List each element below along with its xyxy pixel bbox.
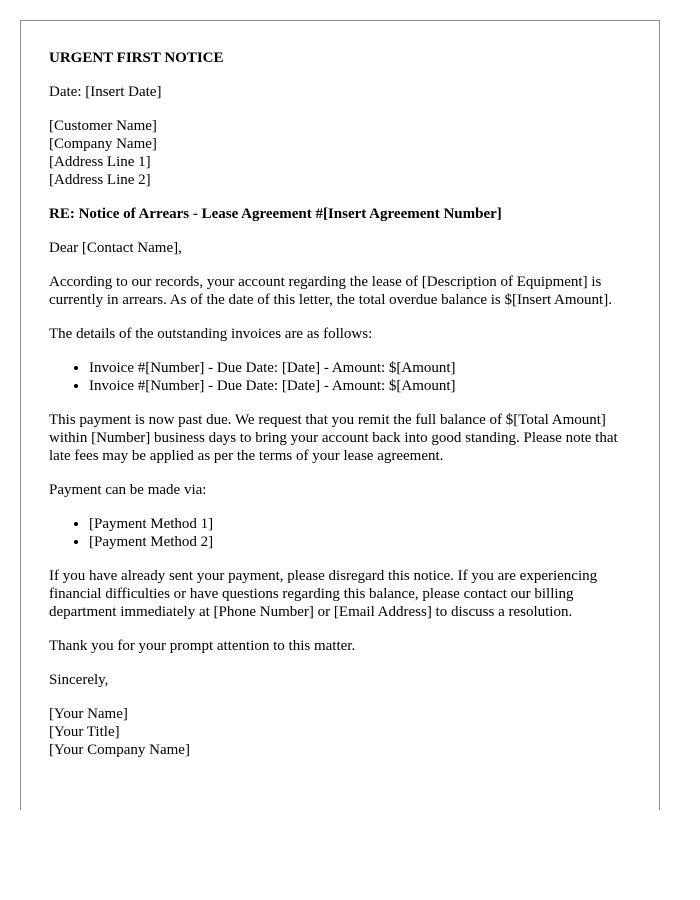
- paragraph-arrears: According to our records, your account regarding the lease of [Description of Equipment] is currently in arrears. As of the date of this letter, the total overdue balance is $[Insert Amount].: [49, 274, 612, 308]
- payment-method-list: [49, 515, 631, 551]
- letter-heading: URGENT FIRST NOTICE: [49, 50, 224, 66]
- paragraph-thanks: Thank you for your prompt attention to this matter.: [49, 638, 356, 654]
- list-item: • Invoice #[Number] - Due Date: [Date] - Amount: $[Amount]: [89, 377, 631, 395]
- recipient-block: [49, 117, 631, 189]
- signature-block: [49, 705, 631, 759]
- signature-name: [Your Name]: [49, 706, 128, 722]
- list-item: • [Payment Method 2]: [89, 533, 631, 551]
- letter-page: [20, 20, 660, 810]
- signature-title: [Your Title]: [49, 724, 120, 740]
- date-line: Date: [Insert Date]: [49, 84, 162, 100]
- signature-company: [Your Company Name]: [49, 742, 190, 758]
- invoice-list: [49, 359, 631, 395]
- recipient-company: [Company Name]: [49, 136, 157, 152]
- paragraph-disregard: If you have already sent your payment, please disregard this notice. If you are experiencing financial difficulties or have questions regarding this balance, please contact our billing department immediately at [Phone Number] or [Email Address] to discuss a resolution.: [49, 568, 598, 620]
- salutation: Dear [Contact Name],: [49, 240, 182, 256]
- recipient-address-1: [Address Line 1]: [49, 154, 151, 170]
- list-item: • [Payment Method 1]: [89, 515, 631, 533]
- paragraph-past-due: This payment is now past due. We request that you remit the full balance of $[Total Amount] within [Number] business days to bring your account back into good standing. Please note that late fees may be applied as per the terms of your lease agreement.: [49, 412, 618, 464]
- re-line: RE: Notice of Arrears - Lease Agreement #[Insert Agreement Number]: [49, 206, 502, 222]
- list-item: • Invoice #[Number] - Due Date: [Date] - Amount: $[Amount]: [89, 359, 631, 377]
- closing: Sincerely,: [49, 672, 109, 688]
- paragraph-payment-intro: Payment can be made via:: [49, 482, 207, 498]
- recipient-address-2: [Address Line 2]: [49, 172, 151, 188]
- paragraph-invoice-intro: The details of the outstanding invoices are as follows:: [49, 326, 373, 342]
- recipient-name: [Customer Name]: [49, 118, 157, 134]
